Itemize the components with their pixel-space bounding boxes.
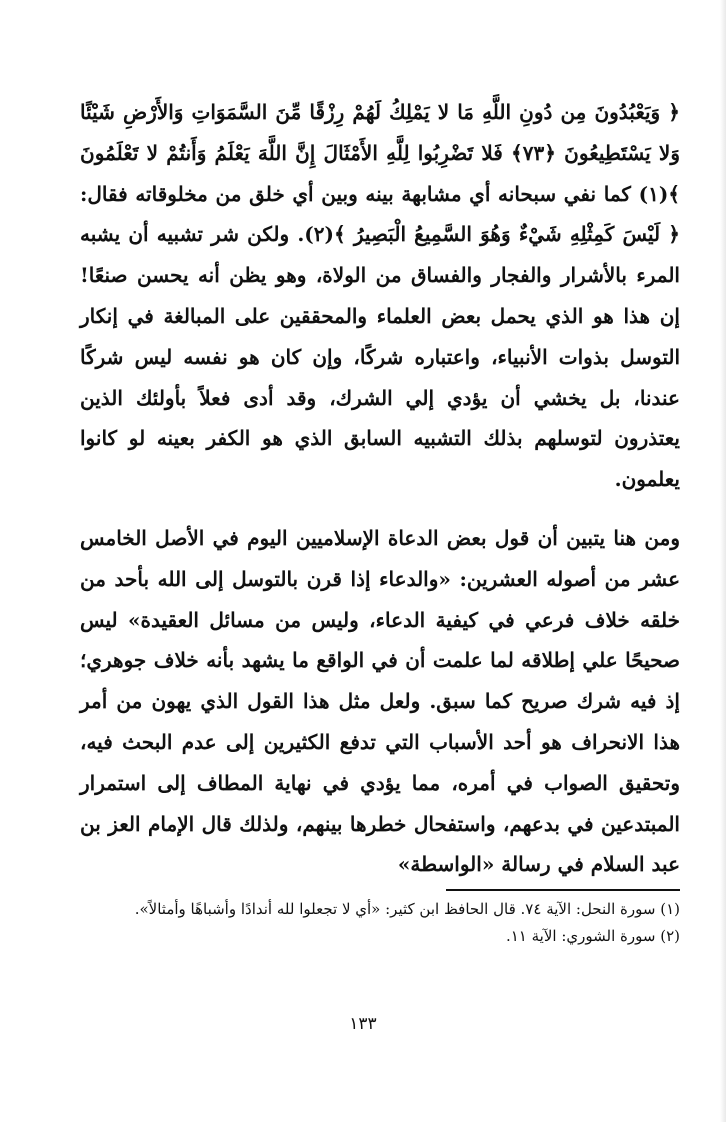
- body-paragraph-1: ﴿ وَيَعْبُدُونَ مِن دُونِ اللَّهِ مَا لا يَمْلِكُ لَهُمْ رِزْقًا مِّنَ السَّمَوَاتِ وَالأَرْضِ شَيْئًا وَلا يَسْتَطِيعُونَ ﴿٧٣﴾ فَلا تَضْرِبُوا لِلَّهِ الأَمْثَالَ إِنَّ اللَّهَ يَعْلَمُ وَأَنتُمْ لا تَعْلَمُونَ ﴾(١) كما نفي سبحانه أي مشابهة بينه وبين أي خلق من مخلوقاته فقال: ﴿ لَيْسَ كَمِثْلِهِ شَيْءٌ وَهُوَ السَّمِيعُ الْبَصِيرُ ﴾(٢). ولكن شر تشبيه أن يشبه المرء بالأشرار والفجار والفساق من الولاة، وهو يظن أنه يحسن صنعًا! إن هذا هو الذي يحمل بعض العلماء والمحققين على المبالغة في إنكار التوسل بذوات الأنبياء، واعتباره شركًا، وإن كان هو نفسه ليس شركًا عندنا، بل يخشي أن يؤدي إلي الشرك، وقد أدى فعلاً بأولئك الذين يعتذرون لتوسلهم بذلك التشبيه السابق الذي هو الكفر بعينه لو كانوا يعلمون.: [80, 100, 681, 492]
- page-number: ١٣٣: [349, 1014, 377, 1034]
- footnotes: [80, 896, 680, 950]
- main-text: [80, 92, 680, 885]
- page-edge-shadow: [720, 0, 726, 1122]
- footnote-2: (٢) سورة الشوري: الآية ١١.: [505, 927, 680, 945]
- footnote-divider: [446, 889, 680, 891]
- footnote-1: (١) سورة النحل: الآية ٧٤. قال الحافظ ابن كثير: «أي لا تجعلوا لله أندادًا وأشباهًا وأمثالاً».: [134, 900, 680, 918]
- body-paragraph-2: ومن هنا يتبين أن قول بعض الدعاة الإسلاميين اليوم في الأصل الخامس عشر من أصوله العشرين: «والدعاء إذا قرن بالتوسل إلى الله بأحد من خلقه خلاف فرعي في كيفية الدعاء، وليس من مسائل العقيدة» ليس صحيحًا علي إطلاقه لما علمت أن في الواقع ما يشهد بأنه خلاف جوهري؛ إذ فيه شرك صريح كما سبق. ولعل مثل هذا القول الذي يهون من أمر هذا الانحراف هو أحد الأسباب التي تدفع الكثيرين إلى عدم البحث فيه، وتحقيق الصواب في أمره، مما يؤدي في نهاية المطاف إلى استمرار المبتدعين في بدعهم، واستفحال خطرها بينهم، ولذلك قال الإمام العز بن عبد السلام في رسالة «الواسطة»: [80, 525, 680, 877]
